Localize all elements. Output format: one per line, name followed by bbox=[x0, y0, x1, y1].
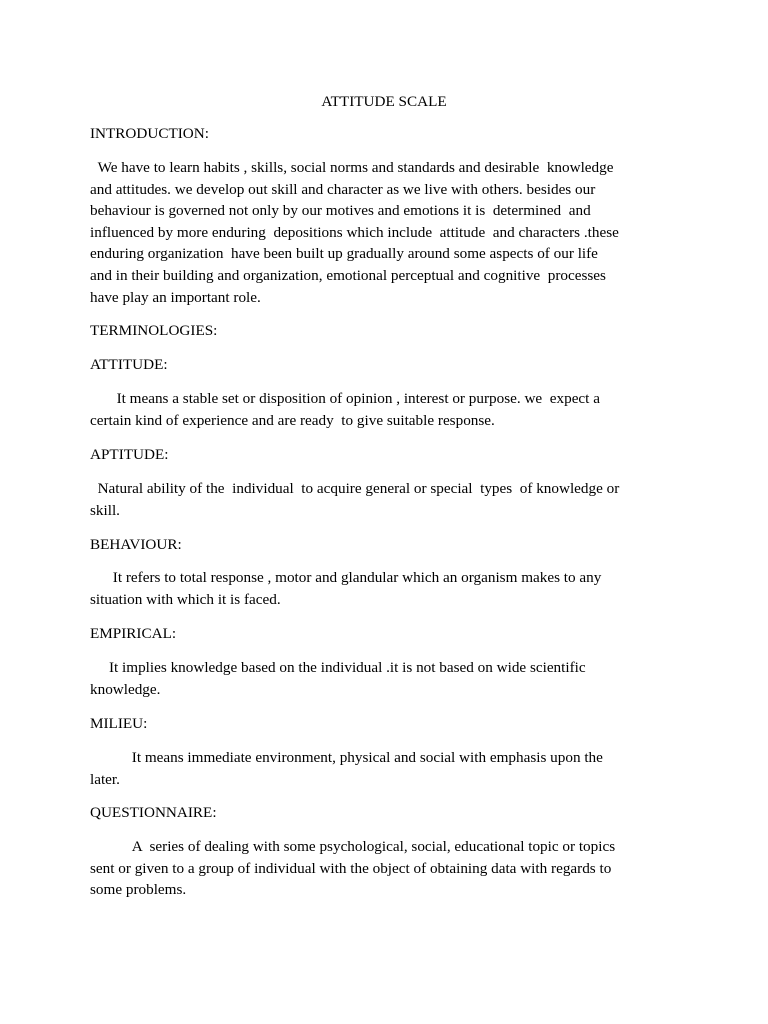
section-body-introduction: We have to learn habits , skills, social norms and standards and desirable knowledge and attitudes. we develop out skill and character as we live with others. besides our behaviour is governed not only by our motives and emotions it is determined and influenced by more enduring depositions which include attitude and characters .these enduring organization have been built up gradually around some aspects of our life and in their building and organization, emotional perceptual and cognitive processes have play an important role. bbox=[90, 159, 619, 306]
section-body-milieu: It means immediate environment, physical and social with emphasis upon the later. bbox=[90, 749, 603, 788]
section-body-behaviour: It refers to total response , motor and glandular which an organism makes to any situation with which it is faced. bbox=[90, 569, 602, 608]
section-heading-introduction: INTRODUCTION: bbox=[90, 125, 209, 142]
section-heading-empirical: EMPIRICAL: bbox=[90, 625, 177, 642]
section-body-empirical: It implies knowledge based on the individual .it is not based on wide scientific knowledge. bbox=[90, 659, 586, 698]
section-heading-aptitude: APTITUDE: bbox=[90, 446, 169, 463]
section-body-attitude: It means a stable set or disposition of opinion , interest or purpose. we expect a certain kind of experience and are ready to give suitable response. bbox=[90, 390, 600, 429]
section-body-aptitude: Natural ability of the individual to acquire general or special types of knowledge or skill. bbox=[90, 480, 620, 519]
section-heading-attitude: ATTITUDE: bbox=[90, 356, 168, 373]
section-heading-behaviour: BEHAVIOUR: bbox=[90, 536, 182, 553]
section-heading-terminologies: TERMINOLOGIES: bbox=[90, 322, 218, 339]
document-title: ATTITUDE SCALE bbox=[321, 93, 447, 110]
section-heading-milieu: MILIEU: bbox=[90, 715, 148, 732]
section-heading-questionnaire: QUESTIONNAIRE: bbox=[90, 804, 217, 821]
section-body-questionnaire: A series of dealing with some psychological, social, educational topic or topics sent or given to a group of individual with the object of obtaining data with regards to some problems. bbox=[90, 838, 616, 899]
